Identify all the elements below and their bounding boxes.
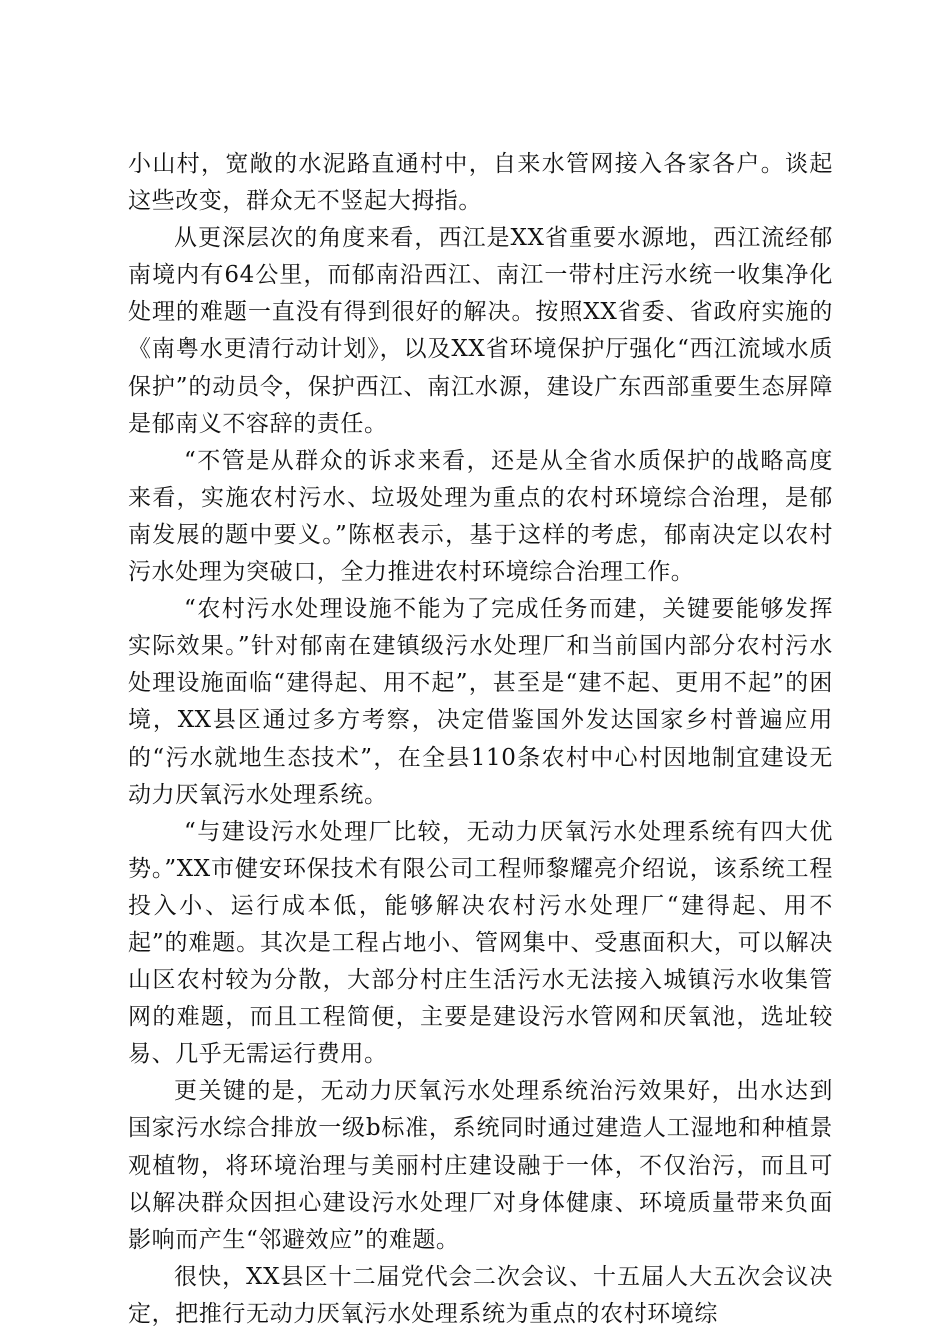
paragraph-county-decision: 很快，XX县区十二届党代会二次会议、十五届人大五次会议决定，把推行无动力厌氧污水处理系统为重点的农村环境综 <box>128 1263 833 1327</box>
paragraph-xijiang-water-source: 从更深层次的角度来看，西江是XX省重要水源地，西江流经郁南境内有64公里，而郁南沿西江、南江一带村庄污水统一收集净化处理的难题一直没有得到很好的解决。按照XX省委、省政府实施的《南粤水更清行动计划》，以及XX省环境保护厅强化“西江流域水质保护”的动员令，保护西江、南江水源，建设广东西部重要生态屏障是郁南义不容辞的责任。 <box>128 225 833 437</box>
paragraph-four-advantages: “与建设污水处理厂比较，无动力厌氧污水处理系统有四大优势。”XX市健安环保技术有限公司工程师黎耀亮介绍说，该系统工程投入小、运行成本低，能够解决农村污水处理厂“建得起、用不起”的难题。其次是工程占地小、管网集中、受惠面积大，可以解决山区农村较为分散，大部分村庄生活污水无法接入城镇污水收集管网的难题，而且工程简便，主要是建设污水管网和厌氧池，选址较易、几乎无需运行费用。 <box>128 818 833 1068</box>
paragraph-treatment-effect: 更关键的是，无动力厌氧污水处理系统治污效果好，出水达到国家污水综合排放一级b标准，系统同时通过建造人工湿地和种植景观植物，将环境治理与美丽村庄建设融于一体，不仅治污，而且可以解决群众因担心建设污水处理厂对身体健康、环境质量带来负面影响而产生“邻避效应”的难题。 <box>128 1078 833 1253</box>
paragraph-continuation: 小山村，宽敞的水泥路直通村中，自来水管网接入各家各户。谈起这些改变，群众无不竖起大拇指。 <box>128 151 833 215</box>
paragraph-chen-shu-quote: “不管是从群众的诉求来看，还是从全省水质保护的战略高度来看，实施农村污水、垃圾处理为重点的农村环境综合治理，是郁南发展的题中要义。”陈枢表示，基于这样的考虑，郁南决定以农村污水处理为突破口，全力推进农村环境综合治理工作。 <box>128 447 833 586</box>
article-body <box>128 146 833 1333</box>
paragraph-sewage-facilities: “农村污水处理设施不能为了完成任务而建，关键要能够发挥实际效果。”针对郁南在建镇级污水处理厂和当前国内部分农村污水处理设施面临“建得起、用不起”，甚至是“建不起、更用不起”的困境，XX县区通过多方考察，决定借鉴国外发达国家乡村普遍应用的“污水就地生态技术”，在全县110条农村中心村因地制宜建设无动力厌氧污水处理系统。 <box>128 596 833 808</box>
